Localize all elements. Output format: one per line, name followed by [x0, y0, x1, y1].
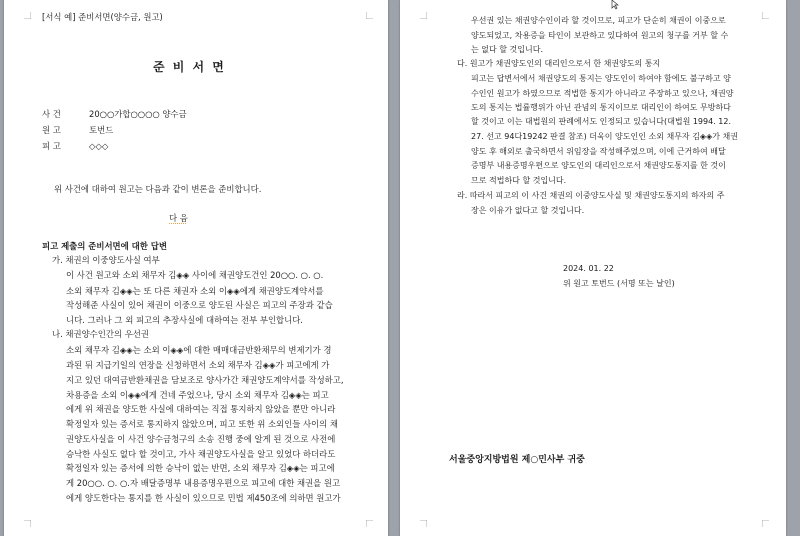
paragraph-line: 양도되었고, 차용증을 타인이 보관하고 있다하여 원고의 청구를 거부 할 수: [471, 31, 729, 40]
page-corner-mark-icon: [24, 520, 31, 527]
subheading-da: 다. 원고가 채권양도인의 대리인으로서 한 채권양도의 통지: [457, 59, 661, 68]
form-header: [서식 예] 준비서면(양수금, 원고): [42, 12, 163, 22]
paragraph-line: 에게 양도한다는 통지를 한 사실이 있으므로 민법 제450조에 의하면 원고가: [66, 493, 341, 503]
paragraph-line: 확정일자 있는 증서로 통지하지 않았으며, 피고 또한 위 소외인들 사이의 채: [66, 419, 338, 429]
paragraph-line: 에게 위 채권을 양도한 사실에 대하여는 직접 통지하지 않았을 뿐만 아니라: [66, 404, 336, 414]
case-value: 20○○가합○○○○ 양수금: [89, 109, 187, 119]
paragraph-line: 증명부 내용증명우편으로 양도인의 대리인으로서 채권양도통지를 한 것이: [471, 161, 726, 170]
case-label: 사 건: [42, 109, 61, 119]
document-title: 준 비 서 면: [153, 60, 226, 74]
paragraph-line: 게 20○○. ○. ○.자 배달증명부 내용증명우편으로 피고에 대한 채권을 원고: [66, 478, 341, 488]
mouse-cursor-icon: [611, 0, 621, 10]
page-corner-mark-icon: [420, 12, 427, 19]
page-corner-mark-icon: [762, 12, 769, 19]
page-corner-mark-icon: [24, 12, 31, 19]
subheading-ra: 라. 따라서 피고의 이 사건 채권의 이중양도사실 및 채권양도통지의 하자의 주: [457, 191, 725, 200]
paragraph-line: 수인인 원고가 하였으므로 적법한 통지가 아니라고 주장하고 있으나, 채권양: [471, 89, 734, 98]
subheading-ra-cont: 장은 이유가 없다고 할 것입니다.: [471, 206, 585, 215]
paragraph-line: 소외 채무자 김◈◈는 또 다른 채권자 소외 이◈◈에게 채권양도계약서를: [66, 286, 324, 296]
page-corner-mark-icon: [366, 520, 373, 527]
intro-sentence: 위 사건에 대하여 원고는 다음과 같이 변론을 준비합니다.: [54, 184, 262, 194]
paragraph-line: 차용증을 소외 이◈◈에게 건네 주었으나, 당시 소외 채무자 김◈◈는 피고: [66, 390, 329, 400]
subheading-na: 나. 채권양수인간의 우선권: [52, 329, 149, 339]
document-page-2[interactable]: [400, 0, 786, 536]
paragraph-line: 소외 채무자 김◈◈는 소외 이◈◈에 대한 매매대금반환채무의 변제기가 경: [66, 345, 332, 355]
document-date: 2024. 01. 22: [563, 264, 614, 273]
paragraph-line: 확정일자 있는 증서에 의한 승낙이 없는 반면, 소외 채무자 김◈◈는 피고에: [66, 463, 335, 473]
signature-line: 위 원고 토번드 (서명 또는 날인): [563, 279, 675, 288]
plaintiff-value: 토번드: [89, 125, 114, 135]
paragraph-line: 양도 후 해외로 출국하면서 위임장을 작성해주었으며, 이에 근거하여 배달: [471, 147, 726, 156]
paragraph-line: 피고는 답변서에서 채권양도의 통지는 양도인이 하여야 함에도 불구하고 양: [471, 74, 731, 83]
paragraph-line: 권양도사실을 이 사건 양수금청구의 소송 진행 중에 알게 된 것으로 사전에: [66, 434, 336, 444]
paragraph-line: 27. 선고 94다19242 판결 참조) 더욱이 양도인인 소외 채무자 김◈◈가 채권: [471, 132, 738, 141]
plaintiff-label: 원 고: [42, 125, 61, 135]
paragraph-line: 할 것이고 이는 대법원의 판례에서도 인정되고 있습니다(대법원 1994. 12.: [471, 117, 732, 126]
paragraph-line: 므로 적법하다 할 것입니다.: [471, 176, 567, 185]
paragraph-line: 승낙한 사실도 없다 할 것이고, 가사 채권양도사실을 알고 있었다 하더라도: [66, 449, 336, 459]
subheading-ga: 가. 채권의 이중양도사실 여부: [52, 255, 160, 265]
paragraph-line: 작성해준 사실이 있어 채권이 이중으로 양도된 사실은 피고의 주장과 같습: [66, 300, 333, 310]
next-heading: 다 음: [169, 213, 188, 223]
paragraph-line: 니다. 그러나 그 외 피고의 추장사실에 대하여는 전부 부인합니다.: [66, 315, 303, 325]
paragraph-line: 우선권 있는 채권양수인이라 할 것이므로, 피고가 단순히 채권이 이중으로: [471, 16, 726, 25]
paragraph-line: 지고 있던 대여금반환채권을 담보조로 양사가간 채권양도계약서를 작성하고,: [66, 375, 344, 385]
defendant-label: 피 고: [42, 141, 61, 151]
paragraph-line: 는 없다 할 것입니다.: [471, 45, 543, 54]
section-title: 피고 제출의 준비서면에 대한 답변: [42, 241, 167, 251]
page-corner-mark-icon: [366, 12, 373, 19]
paragraph-line: 과된 뒤 지급기일의 연장을 신청하면서 소외 채무자 김◈◈가 피고에게 가: [66, 360, 330, 370]
paragraph-line: 이 사건 원고와 소외 채무자 김◈◈ 사이에 채권양도건인 20○○. ○. ○.: [66, 270, 324, 280]
page-corner-mark-icon: [420, 520, 427, 527]
page-corner-mark-icon: [762, 520, 769, 527]
document-page-1[interactable]: [4, 0, 388, 536]
paragraph-line: 도의 통지는 법률행위가 아닌 관념의 통지이므로 대리인이 하여도 무방하다: [471, 103, 731, 112]
defendant-value: ◇◇◇: [89, 141, 109, 151]
court-addressee: 서울중앙지방법원 제○민사부 귀중: [449, 455, 585, 465]
